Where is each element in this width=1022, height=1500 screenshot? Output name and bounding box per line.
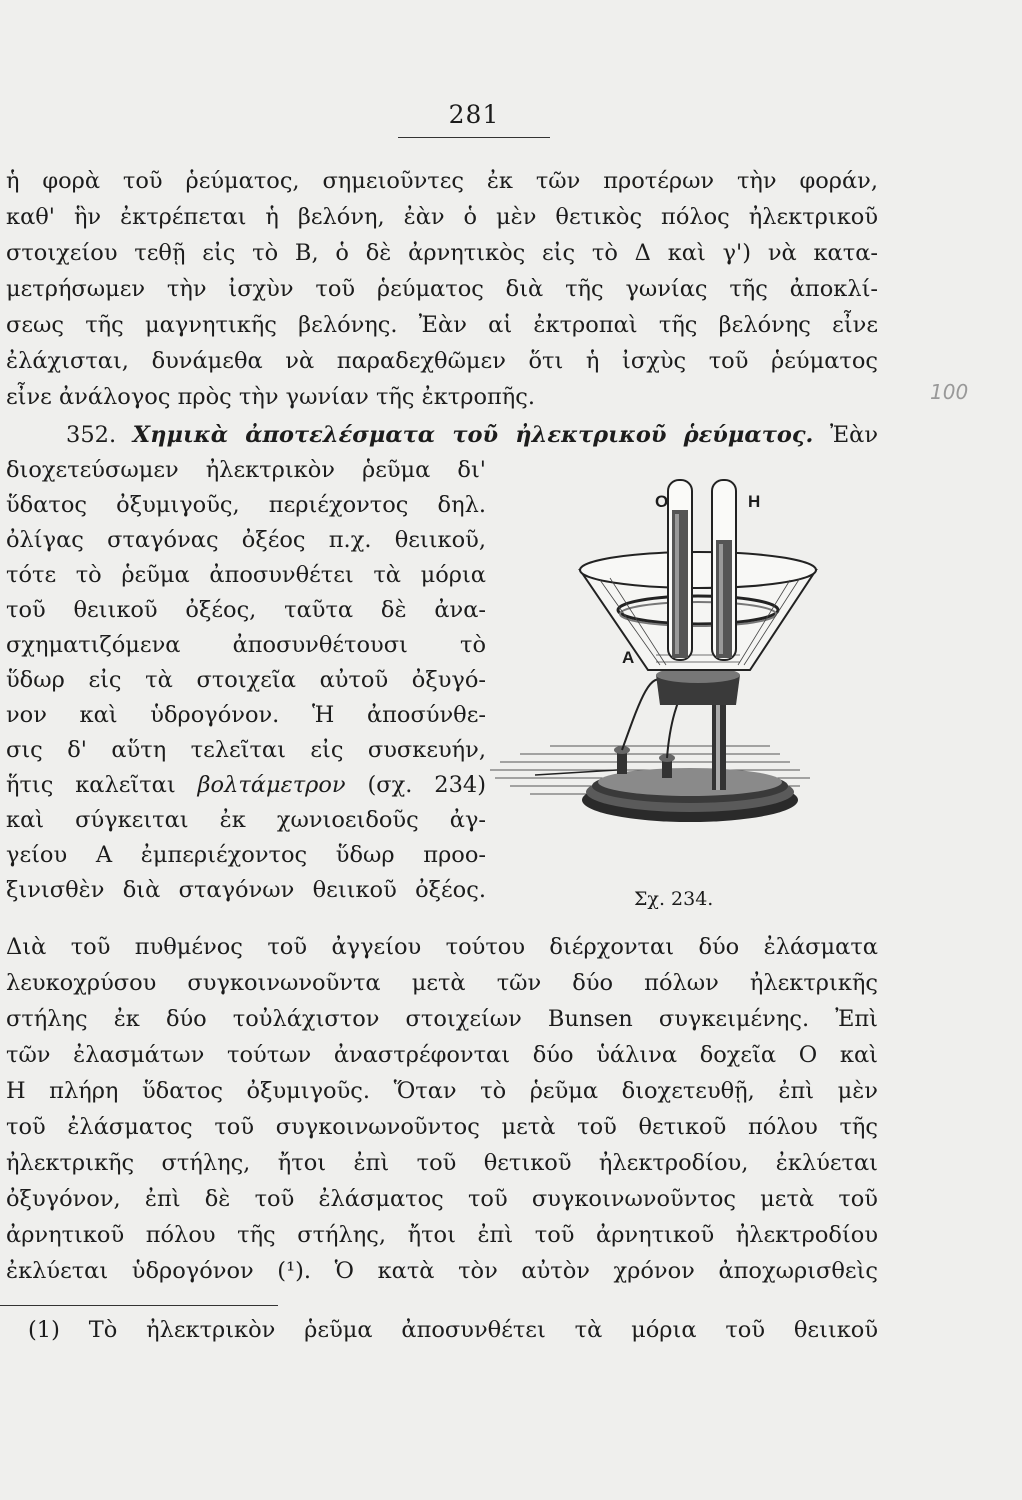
margin-note: 100 xyxy=(930,380,969,404)
text-line: νον καὶ ὑδρογόνον. Ἡ ἀποσύνθε- xyxy=(6,702,486,728)
section-heading xyxy=(66,420,878,450)
text-line: ἐκλύεται ὑδρογόνον (¹). Ὁ κατὰ τὸν αὐτὸν χρόνον ἀποχωρισθεὶς xyxy=(6,1258,878,1284)
voltameter-illustration xyxy=(490,470,820,840)
text-span: (σχ. 234) xyxy=(345,772,486,798)
text-line: στοιχείου τεθῇ εἰς τὸ B, ὁ δὲ ἀρνητικὸς εἰς τὸ Δ καὶ γ') νὰ κατα- xyxy=(6,240,878,266)
text-line: ἡ φορὰ τοῦ ῥεύματος, σημειοῦντες ἐκ τῶν προτέρων τὴν φοράν, xyxy=(6,168,878,194)
footnote-rule xyxy=(0,1305,278,1306)
text-line: ὀξυγόνον, ἐπὶ δὲ τοῦ ἐλάσματος τοῦ συγκοινωνοῦντος μετὰ τοῦ xyxy=(6,1186,878,1212)
term-voltameter: βολτάμετρον xyxy=(197,772,346,798)
text-line: καὶ σύγκειται ἐκ χωνιοειδοῦς ἀγ- xyxy=(6,807,486,833)
figure-label-a: A xyxy=(622,648,635,667)
text-line: λευκοχρύσου συγκοινωνοῦντα μετὰ τῶν δύο πόλων ἠλεκτρικῆς xyxy=(6,970,878,996)
voltameter-figure xyxy=(490,470,820,840)
text-line: εἶνε ἀνάλογος πρὸς τὴν γωνίαν τῆς ἐκτροπῆς. xyxy=(6,384,536,410)
text-span: ἥτις καλεῖται xyxy=(6,772,198,798)
text-line: ὕδωρ εἰς τὰ στοιχεῖα αὐτοῦ ὀξυγό- xyxy=(6,667,486,693)
footnote: (1) Τὸ ἠλεκτρικὸν ῥεῦμα ἀποσυνθέτει τὰ μόρια τοῦ θειικοῦ xyxy=(28,1317,878,1343)
text-line: διοχετεύσωμεν ἠλεκτρικὸν ῥεῦμα δι' xyxy=(6,457,486,483)
figure-label-o: O xyxy=(655,492,669,511)
section-title: Χημικὰ ἀποτελέσματα τοῦ ἠλεκτρικοῦ ῥεύματος. xyxy=(132,422,814,448)
text-line: ἐλάχισται, δυνάμεθα νὰ παραδεχθῶμεν ὅτι ἡ ἰσχὺς τοῦ ῥεύματος xyxy=(6,348,878,374)
page-number-rule xyxy=(398,137,550,138)
page-number: 281 xyxy=(448,100,500,129)
text-line: ἀρνητικοῦ πόλου τῆς στήλης, ἤτοι ἐπὶ τοῦ ἀρνητικοῦ ἠλεκτροδίου xyxy=(6,1222,878,1248)
text-line: σχηματιζόμενα ἀποσυνθέτουσι τὸ xyxy=(6,632,486,658)
text-line: τοῦ ἐλάσματος τοῦ συγκοινωνοῦντος μετὰ τοῦ θετικοῦ πόλου τῆς xyxy=(6,1114,878,1140)
section-number: 352. xyxy=(66,422,117,448)
section-lead: Ἐὰν xyxy=(829,422,879,448)
text-line: σεως τῆς μαγνητικῆς βελόνης. Ἐὰν αἱ ἐκτροπαὶ τῆς βελόνης εἶνε xyxy=(6,312,878,338)
text-line: H πλήρη ὕδατος ὀξυμιγοῦς. Ὅταν τὸ ῥεῦμα διοχετευθῇ, ἐπὶ μὲν xyxy=(6,1078,878,1104)
text-line: ἠλεκτρικῆς στήλης, ἤτοι ἐπὶ τοῦ θετικοῦ ἠλεκτροδίου, ἐκλύεται xyxy=(6,1150,878,1176)
text-line: Διὰ τοῦ πυθμένος τοῦ ἀγγείου τούτου διέρχονται δύο ἐλάσματα xyxy=(6,934,878,960)
text-line: τῶν ἐλασμάτων τούτων ἀναστρέφονται δύο ὑάλινα δοχεῖα O καὶ xyxy=(6,1042,878,1068)
text-line: στήλης ἐκ δύο τοὐλάχιστον στοιχείων Bunsen συγκειμένης. Ἐπὶ xyxy=(6,1006,878,1032)
text-line: γείου Α ἐμπεριέχοντος ὕδωρ προο- xyxy=(6,842,486,868)
text-line-voltameter xyxy=(6,770,486,800)
text-line: ὕδατος ὀξυμιγοῦς, περιέχοντος δηλ. xyxy=(6,492,486,518)
text-line: τότε τὸ ῥεῦμα ἀποσυνθέτει τὰ μόρια xyxy=(6,562,486,588)
figure-label-h: H xyxy=(748,492,761,511)
figure-caption: Σχ. 234. xyxy=(634,888,714,910)
text-line: τοῦ θειικοῦ ὀξέος, ταῦτα δὲ ἀνα- xyxy=(6,597,486,623)
text-line: ξινισθὲν διὰ σταγόνων θειικοῦ ὀξέος. xyxy=(6,877,486,903)
text-line: μετρήσωμεν τὴν ἰσχὺν τοῦ ῥεύματος διὰ τῆς γωνίας τῆς ἀποκλί- xyxy=(6,276,878,302)
text-line: ὀλίγας σταγόνας ὀξέος π.χ. θειικοῦ, xyxy=(6,527,486,553)
text-line: καθ' ἣν ἐκτρέπεται ἡ βελόνη, ἐὰν ὁ μὲν θετικὸς πόλος ἠλεκτρικοῦ xyxy=(6,204,878,230)
text-line: σις δ' αὕτη τελεῖται εἰς συσκευήν, xyxy=(6,737,486,763)
